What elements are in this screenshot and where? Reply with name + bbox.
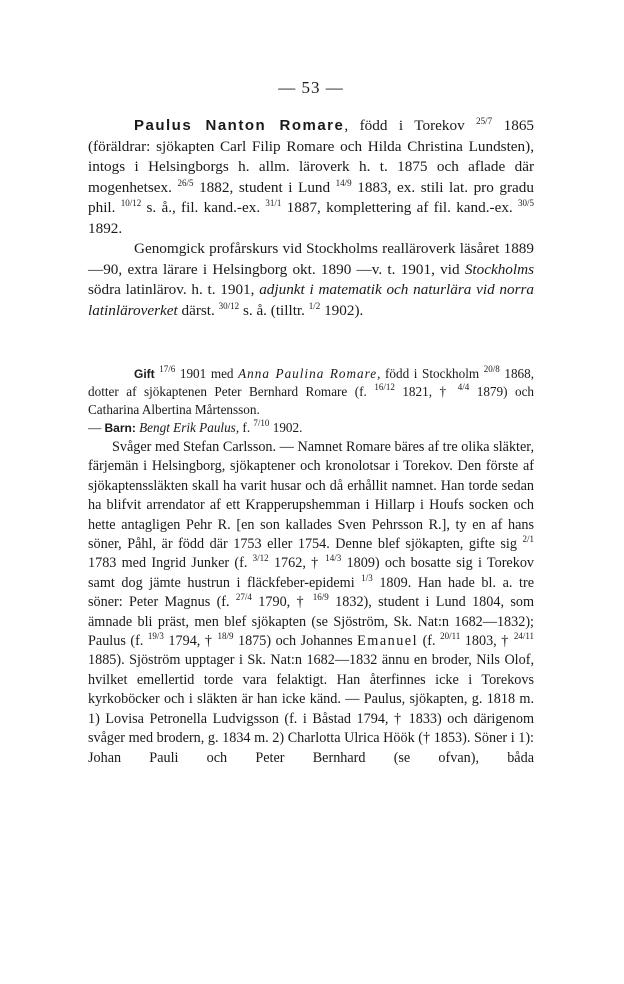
date-fraction: 2/1	[522, 534, 534, 545]
body-text: (f.	[418, 633, 441, 650]
body-text: 1790, †	[251, 594, 313, 611]
bio-paragraph	[88, 116, 534, 239]
genealogy-paragraph	[88, 438, 534, 768]
date-fraction: 30/5	[517, 198, 534, 208]
barn-label: Barn:	[104, 421, 136, 435]
date-fraction: 3/12	[252, 553, 269, 564]
bio-text: , född i Torekov	[344, 117, 477, 134]
bio-text: s. å., fil. kand.-ex.	[141, 199, 266, 216]
italic-text: adjunkt i matematik och naturlära vid norra latinläroverket	[88, 281, 535, 319]
date-fraction: 20/8	[483, 364, 500, 374]
genealogy-section	[88, 438, 534, 768]
bio-text: 1887, komplettering af fil. kand.-ex.	[281, 199, 518, 216]
date-fraction: 18/9	[217, 631, 234, 642]
date-fraction: 14/3	[325, 553, 342, 564]
faint-library-stamp	[330, 938, 470, 962]
family-text: 1901 med	[175, 366, 239, 381]
date-fraction: 20/11	[440, 631, 461, 642]
family-text: 1821, †	[394, 384, 458, 399]
family-text: —	[88, 420, 105, 435]
family-text: 1879) och Catharina Albertina Mårtensson.	[88, 384, 535, 417]
body-text: 1885). Sjöström upptager i Sk. Nat:n 1682—1832 ännu en broder, Nils Olof, hvilket emellertid torde vara felaktigt. Han återfinnes icke i Torekovs kyrkoböcker och i släkten är han icke känd. — Paulus, sjökapten, g. 1818 m. 1) Lovisa Petronella Ludvigsson (f. i Båstad 1794, † 1833) och därigenom svåger med brodern, g. 1834 m. 2) Charlotta Ulrica Höök († 1853). Söner i 1): Johan Pauli och Peter Bernhard (se ofvan), båda	[88, 652, 534, 766]
family-text: 1902.	[269, 420, 303, 435]
bio-text: 1882, student i Lund	[193, 178, 336, 196]
date-fraction: 30/12	[218, 300, 240, 311]
child-name: Bengt Erik Paulus,	[135, 420, 240, 435]
date-fraction: 7/10	[253, 418, 270, 428]
body-text: Svåger med Stefan Carlsson. — Namnet Romare bäres af tre olika släkter, färjemän i Helsingborg, sjökaptener och kronolotsar i Torekov. Den förste af sjökaptenssläkten skall ha varit husar och då erhållit namnet. Han torde sedan ha blifvit arrendator af ett Krapperupshemman i Hillarp i Houfs socken och hette antagligen Pehr R. [en son kallades Sven Pehrsson R.], ty en af hans söner, Påhl, är född där 1753 eller 1754. Denne blef sjökapten, gifte sig	[88, 439, 534, 553]
family-text: f.	[239, 420, 254, 435]
date-fraction: 19/3	[147, 631, 164, 642]
biography-section	[88, 116, 534, 321]
date-fraction: 31/1	[265, 198, 282, 208]
gift-label: Gift	[134, 367, 155, 381]
person-name: Paulus Nanton Romare	[134, 117, 345, 134]
family-text: 1868, dotter af sjökaptenen Peter Bernhard Romare (f.	[88, 366, 535, 399]
page-number: — 53 —	[278, 78, 344, 97]
body-text: 1875) och Johannes	[233, 633, 358, 650]
career-paragraph	[88, 239, 534, 321]
italic-text: Stockholms	[464, 260, 534, 278]
body-text: 1809. Han hade bl. a. tre söner: Peter Magnus (f.	[88, 574, 534, 611]
date-fraction: 16/12	[374, 382, 395, 392]
date-fraction: 17/6	[159, 364, 176, 374]
date-fraction: 14/9	[335, 177, 352, 188]
body-text: 1794, †	[163, 633, 218, 650]
body-text: 1783 med Ingrid Junker (f.	[88, 555, 253, 572]
date-fraction: 10/12	[120, 198, 142, 208]
career-text: Genomgick profårskurs vid Stockholms realläroverk läsåret 1889—90, extra lärare i Helsingborg okt. 1890 —v. t. 1901, vid	[88, 240, 534, 278]
bio-text: 1883, ex. stili lat. pro gradu phil.	[88, 178, 534, 216]
career-text: därst.	[177, 301, 219, 319]
date-fraction: 16/9	[312, 592, 329, 603]
date-fraction: 1/2	[308, 300, 321, 311]
career-text: s. å. (tilltr.	[239, 301, 309, 319]
date-fraction: 25/7	[476, 116, 493, 126]
body-text: 1809) och bosatte sig i Torekov samt dog jämte hustrun i fläckfeber-epidemi	[88, 555, 535, 591]
date-fraction: 27/4	[235, 592, 252, 603]
date-fraction: 4/4	[457, 382, 470, 392]
date-fraction: 1/3	[361, 572, 373, 583]
body-text: 1803, †	[460, 633, 514, 650]
bio-text: 1865 (föräldrar: sjökapten Carl Filip Romare och Hilda Christina Lundsten), intogs i Helsingborgs h. allm. läroverk h. t. 1875 och aflade där mogenhetsex.	[88, 117, 535, 196]
career-text: 1902).	[320, 301, 364, 319]
family-paragraph	[88, 365, 534, 437]
date-fraction: 26/5	[177, 177, 194, 188]
date-fraction: 24/11	[513, 631, 534, 642]
body-text: 1832), student i Lund 1804, som ämnade bli präst, men blef sjökapten (se Sjöström, Sk. Nat:n 1682—1832); Paulus (f.	[88, 594, 534, 650]
family-text: , född i Stockholm	[377, 366, 484, 381]
career-text: södra latinlärov. h. t. 1901,	[88, 281, 260, 298]
wife-name: Anna Paulina Romare	[238, 366, 378, 381]
spaced-name: Emanuel	[357, 633, 419, 650]
bio-text: 1892.	[88, 219, 123, 237]
body-text: 1762, †	[268, 555, 326, 572]
family-section	[88, 365, 534, 437]
